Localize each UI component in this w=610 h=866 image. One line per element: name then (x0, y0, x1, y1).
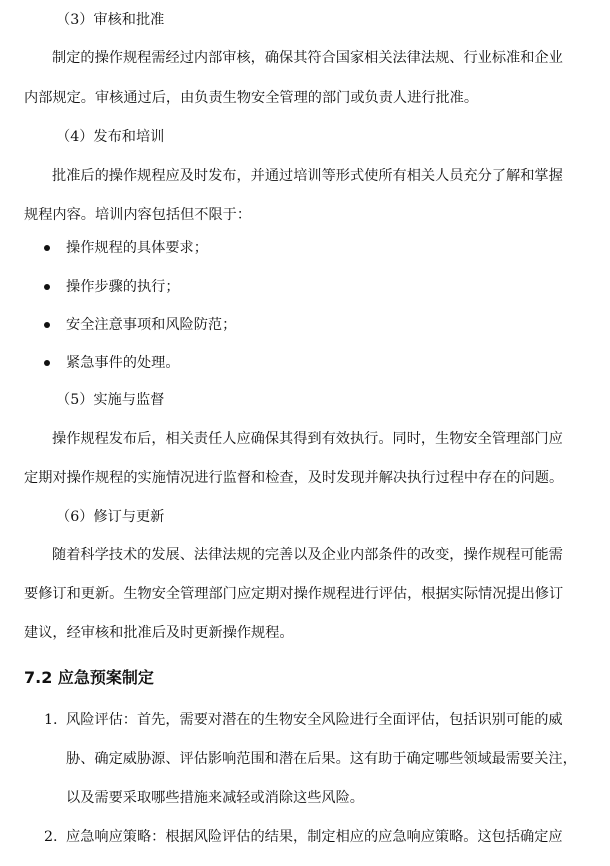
list-item-1-line-1: 风险评估：首先，需要对潜在的生物安全风险进行全面评估，包括识别可能的威 (66, 712, 563, 728)
section-3-line-1: 制定的操作规程需经过内部审核，确保其符合国家相关法律法规、行业标准和企业 (52, 50, 563, 66)
section-4-line-2: 规程内容。培训内容包括但不限于： (24, 207, 252, 223)
section-5-title: （5）实施与监督 (56, 392, 165, 408)
section-6-line-2: 要修订和更新。生物安全管理部门应定期对操作规程进行评估，根据实际情况提出修订 (24, 586, 564, 602)
section-4-title: （4）发布和培训 (56, 129, 165, 145)
bullet-dot-icon (44, 360, 50, 366)
list-item-1-line-3: 以及需要采取哪些措施来减轻或消除这些风险。 (66, 790, 364, 806)
section-4-line-1: 批准后的操作规程应及时发布，并通过培训等形式使所有相关人员充分了解和掌握 (52, 168, 563, 184)
bullet-item-2: 操作步骤的执行； (66, 279, 180, 295)
bullet-item-3: 安全注意事项和风险防范； (66, 317, 237, 333)
list-item-2-marker: 2. (44, 829, 58, 845)
section-6-title: （6）修订与更新 (56, 509, 165, 525)
section-heading-7-2: 7.2 应急预案制定 (24, 668, 154, 687)
bullet-dot-icon (44, 322, 50, 328)
list-item-1-marker: 1. (44, 712, 58, 728)
bullet-item-1: 操作规程的具体要求； (66, 240, 208, 256)
section-6-line-3: 建议，经审核和批准后及时更新操作规程。 (24, 625, 294, 641)
list-item-2-line-1: 应急响应策略：根据风险评估的结果，制定相应的应急响应策略。这包括确定应 (66, 829, 563, 845)
section-5-line-1: 操作规程发布后，相关责任人应确保其得到有效执行。同时，生物安全管理部门应 (52, 431, 563, 447)
section-6-line-1: 随着科学技术的发展、法律法规的完善以及企业内部条件的改变，操作规程可能需 (52, 547, 563, 563)
section-5-line-2: 定期对操作规程的实施情况进行监督和检查，及时发现并解决执行过程中存在的问题。 (24, 470, 564, 486)
section-3-title: （3）审核和批准 (56, 12, 165, 28)
bullet-dot-icon (44, 284, 50, 290)
bullet-item-4: 紧急事件的处理。 (66, 355, 180, 371)
bullet-dot-icon (44, 245, 50, 251)
list-item-1-line-2: 胁、确定威胁源、评估影响范围和潜在后果。这有助于确定哪些领域最需要关注， (66, 751, 577, 767)
section-3-line-2: 内部规定。审核通过后，由负责生物安全管理的部门或负责人进行批准。 (24, 90, 479, 106)
